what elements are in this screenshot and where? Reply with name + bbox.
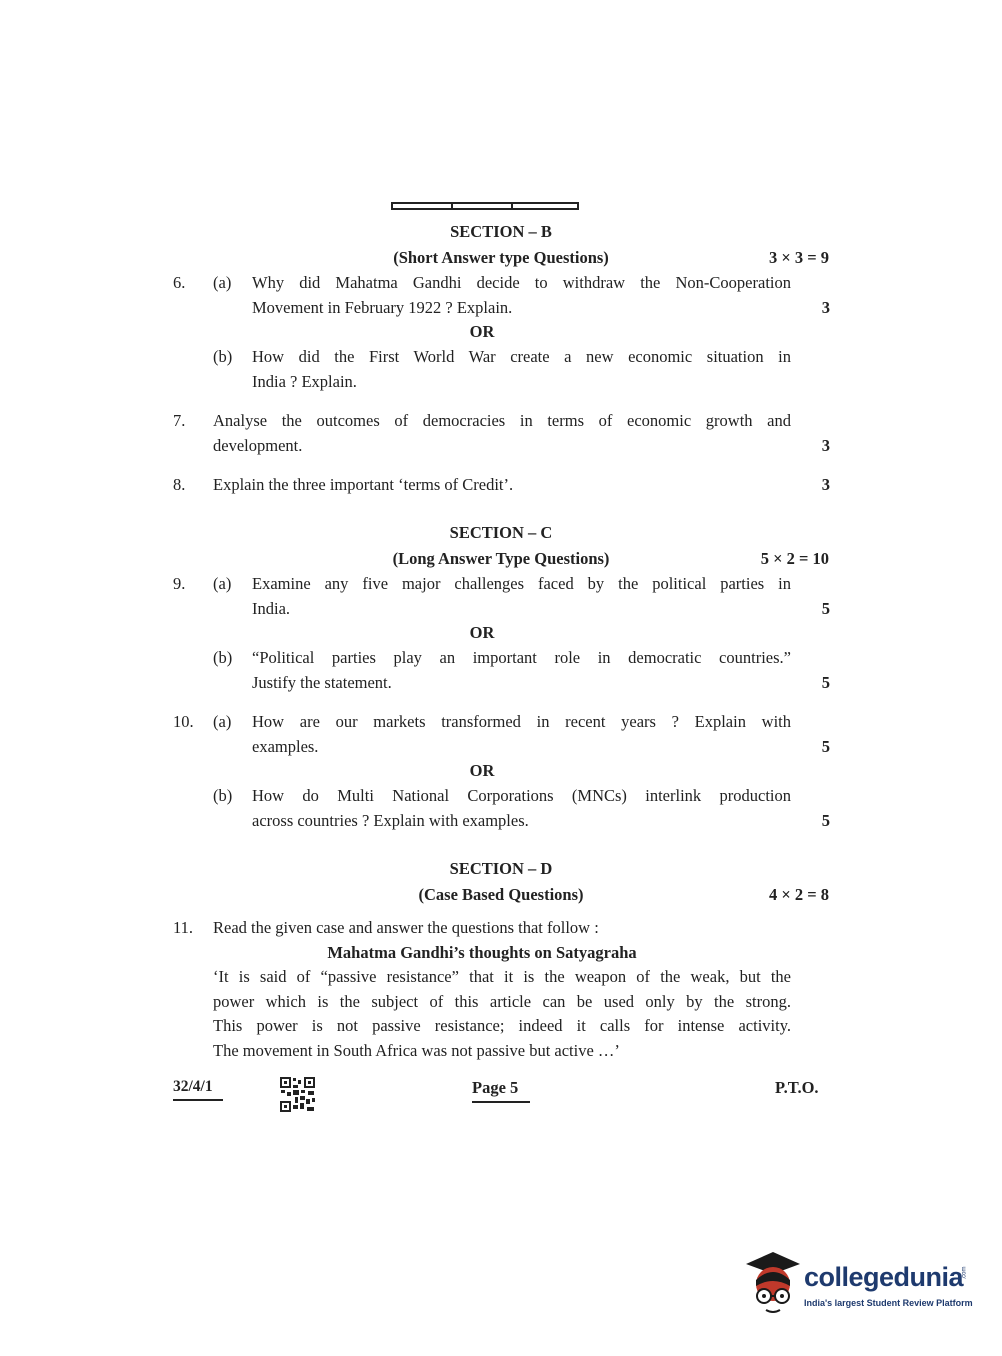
- header-rule-tick: [451, 202, 453, 210]
- collegedunia-mascot-icon: [744, 1250, 802, 1316]
- section-d-subtitle: (Case Based Questions): [418, 885, 584, 904]
- question-text: Movement in February 1922 ? Explain.: [252, 298, 513, 317]
- case-text: This power is not passive resistance; indeed it calls for intense activity.: [213, 1016, 791, 1035]
- question-number: 6.: [173, 273, 186, 292]
- section-b-subtitle: (Short Answer type Questions): [393, 248, 609, 267]
- section-d-title: SECTION – D: [449, 859, 553, 878]
- question-text: Justify the statement.: [252, 673, 392, 692]
- question-text: “Political parties play an important role in democratic countries.”: [252, 648, 791, 667]
- page-number: Page 5: [472, 1078, 530, 1103]
- section-c-title: SECTION – C: [449, 523, 553, 542]
- question-text: across countries ? Explain with examples.: [252, 811, 529, 830]
- part-label: (a): [213, 574, 232, 593]
- or-divider: OR: [469, 322, 495, 341]
- case-title: Mahatma Gandhi’s thoughts on Satyagraha: [327, 943, 637, 962]
- or-divider: OR: [469, 623, 495, 642]
- question-number: 11.: [173, 918, 194, 937]
- question-marks: 5: [821, 811, 830, 830]
- case-text: power which is the subject of this article can be used only by the strong.: [213, 992, 791, 1011]
- qr-code-icon: [279, 1076, 316, 1113]
- logo-wordmark: collegedunia: [804, 1262, 964, 1292]
- question-text: India ? Explain.: [252, 372, 357, 391]
- logo-tagline: India's largest Student Review Platform: [804, 1298, 973, 1308]
- question-number: 10.: [173, 712, 194, 731]
- logo-suffix: .com: [961, 1266, 968, 1280]
- question-text: Analyse the outcomes of democracies in terms of economic growth and: [213, 411, 791, 430]
- case-text: ‘It is said of “passive resistance” that it is the weapon of the weak, but the: [213, 967, 791, 986]
- section-b-marks-scheme: 3 × 3 = 9: [768, 248, 829, 267]
- question-marks: 5: [821, 737, 830, 756]
- question-marks: 3: [821, 475, 830, 494]
- header-rule-tick: [511, 202, 513, 210]
- part-label: (b): [213, 786, 233, 805]
- question-number: 9.: [173, 574, 186, 593]
- question-text: How did the First World War create a new economic situation in: [252, 347, 791, 366]
- question-text: examples.: [252, 737, 319, 756]
- part-label: (a): [213, 712, 232, 731]
- or-divider: OR: [469, 761, 495, 780]
- section-b-title: SECTION – B: [450, 222, 552, 241]
- question-marks: 5: [821, 599, 830, 618]
- question-marks: 3: [821, 298, 830, 317]
- section-d-marks-scheme: 4 × 2 = 8: [768, 885, 829, 904]
- question-text: India.: [252, 599, 291, 618]
- question-text: Examine any five major challenges faced by the political parties in: [252, 574, 791, 593]
- section-c-subtitle: (Long Answer Type Questions): [392, 549, 610, 568]
- question-text: How do Multi National Corporations (MNCs) interlink production: [252, 786, 791, 805]
- pto-label: P.T.O.: [775, 1078, 819, 1097]
- section-c-marks-scheme: 5 × 2 = 10: [760, 549, 829, 568]
- part-label: (b): [213, 648, 233, 667]
- question-text: Explain the three important ‘terms of Credit’.: [213, 475, 514, 494]
- part-label: (a): [213, 273, 232, 292]
- question-number: 7.: [173, 411, 186, 430]
- question-text: Read the given case and answer the questions that follow :: [213, 918, 599, 937]
- question-number: 8.: [173, 475, 186, 494]
- question-text: How are our markets transformed in recent years ? Explain with: [252, 712, 791, 731]
- part-label: (b): [213, 347, 233, 366]
- question-text: development.: [213, 436, 303, 455]
- case-text: The movement in South Africa was not passive but active …’: [213, 1041, 620, 1060]
- question-text: Why did Mahatma Gandhi decide to withdraw the Non-Cooperation: [252, 273, 791, 292]
- question-marks: 3: [821, 436, 830, 455]
- question-marks: 5: [821, 673, 830, 692]
- paper-code: 32/4/1: [173, 1078, 223, 1101]
- header-rule: [391, 202, 579, 210]
